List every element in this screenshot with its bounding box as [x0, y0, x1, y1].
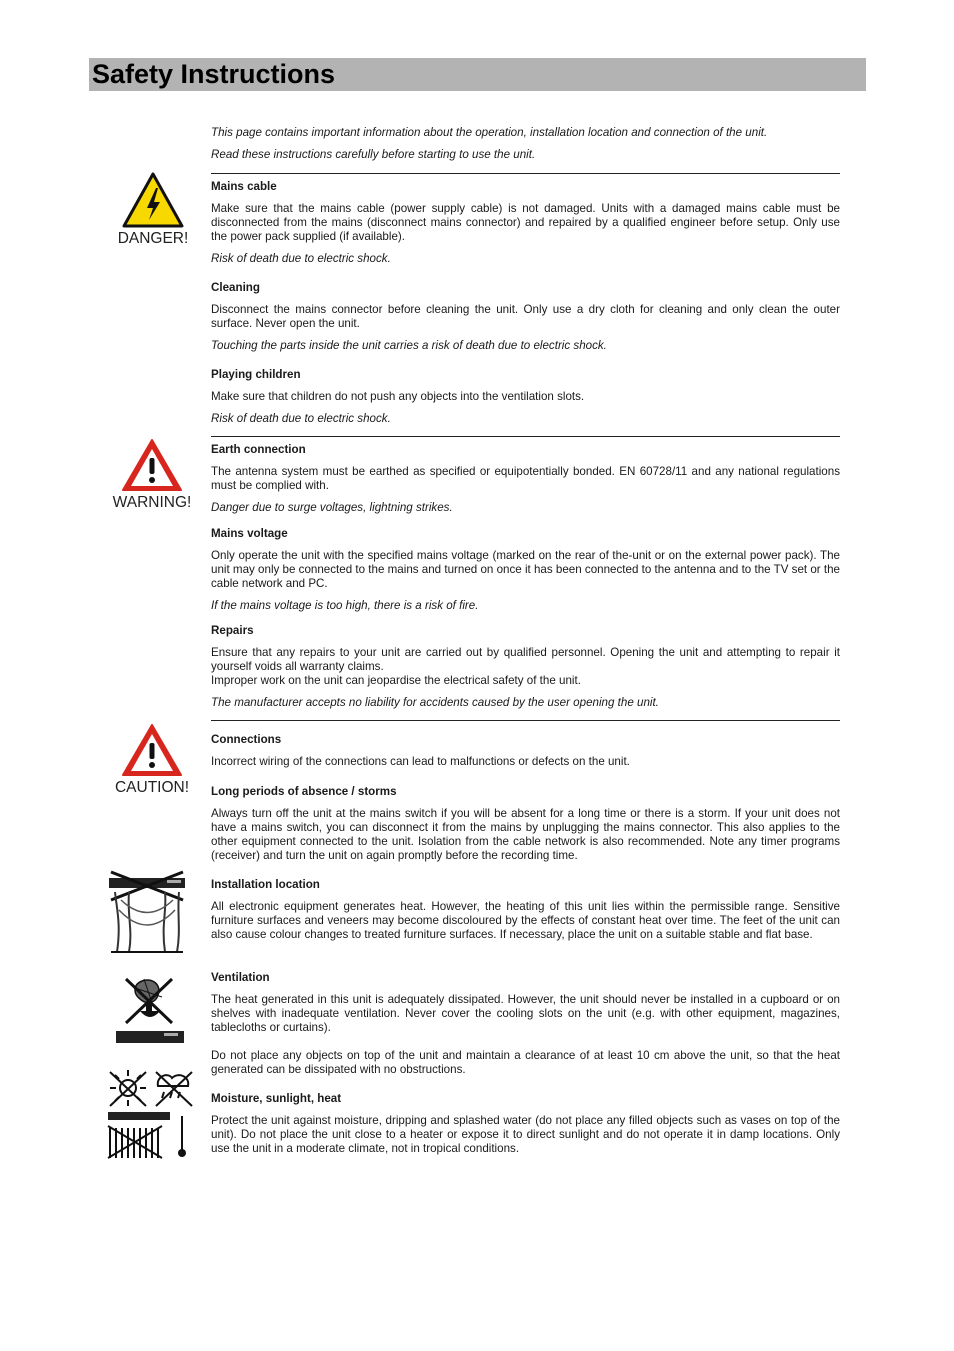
- section-playing-children: [211, 368, 840, 434]
- absence-heading: Long periods of absence / storms: [211, 785, 397, 798]
- mains-cable-note: Risk of death due to electric shock.: [211, 252, 391, 265]
- intro-line-1: This page contains important information about the operation, installation location and connection of the unit.: [211, 126, 768, 139]
- furniture-heat-pictogram: [107, 870, 187, 959]
- section-mains-cable: [211, 180, 840, 274]
- earth-connection-heading: Earth connection: [211, 443, 306, 456]
- ventilation-heading: Ventilation: [211, 971, 270, 984]
- intro: [211, 126, 840, 170]
- installation-heading: Installation location: [211, 878, 320, 891]
- repairs-text-2: Improper work on the unit can jeopardise the electrical safety of the unit.: [211, 674, 581, 687]
- intro-line-2: Read these instructions carefully before starting to use the unit.: [211, 148, 536, 161]
- section-cleaning: [211, 281, 840, 361]
- earth-connection-note: Danger due to surge voltages, lightning strikes.: [211, 501, 453, 514]
- section-ventilation: [211, 971, 840, 1085]
- section-installation: [211, 878, 840, 950]
- title-bar: [89, 58, 866, 91]
- repairs-note: The manufacturer accepts no liability for accidents caused by the user opening the unit.: [211, 696, 659, 709]
- ventilation-text-2: Do not place any objects on top of the unit and maintain a clearance of at least 10 cm above the unit, so that the heat generated can be dissipated with no obstructions.: [211, 1049, 840, 1076]
- sun-rain-heater-pictogram: [106, 1068, 196, 1165]
- warning-triangle-icon: [121, 438, 183, 492]
- section-repairs: [211, 624, 840, 718]
- mains-cable-heading: Mains cable: [211, 180, 277, 193]
- divider: [211, 720, 840, 721]
- repairs-heading: Repairs: [211, 624, 254, 637]
- moisture-text: Protect the unit against moisture, dripping and splashed water (do not place any filled objects such as vases on top of the unit). Do not place the unit close to a heater or expose it to direct sunlight and do not operate it in damp locations. Only use the unit in a moderate climate, not in tropical conditions.: [211, 1114, 840, 1155]
- moisture-heading: Moisture, sunlight, heat: [211, 1092, 342, 1105]
- playing-children-text: Make sure that children do not push any objects into the ventilation slots.: [211, 390, 585, 403]
- danger-sign: [110, 172, 196, 248]
- caution-label: CAUTION!: [114, 779, 190, 796]
- section-connections: [211, 733, 840, 777]
- sun-rain-heater-icon: [106, 1068, 196, 1160]
- installation-text: All electronic equipment generates heat. However, the heating of this unit lies within the permissible range. Sensitive furniture surfaces and veneers may become discoloured by the effects of constant heat over time. The feet of the unit can also cause colour changes to treated furniture surfaces. If necessary, place the unit on a suitable stable and flat base.: [211, 900, 840, 941]
- mains-voltage-note: If the mains voltage is too high, there is a risk of fire.: [211, 599, 479, 612]
- no-cover-icon: [112, 975, 188, 1051]
- ventilation-text: The heat generated in this unit is adequately dissipated. However, the unit should never be installed in a cupboard or on shelves with inadequate ventilation. Never cover the cooling slots on the unit (e.g. with other equipment, magazines, tablecloths or curtains).: [211, 993, 840, 1034]
- mains-cable-text: Make sure that the mains cable (power supply cable) is not damaged. Units with a damaged mains cable must be disconnected from the mains (disconnect mains connector) and repaired by a qualified engineer before setup. Only use the power pack supplied (if available).: [211, 202, 840, 243]
- warning-sign: [106, 438, 198, 512]
- no-cover-pictogram: [112, 975, 188, 1056]
- section-absence: [211, 785, 840, 871]
- cleaning-heading: Cleaning: [211, 281, 260, 294]
- caution-sign: [106, 723, 198, 797]
- page-title: Safety Instructions: [92, 59, 336, 89]
- playing-children-note: Risk of death due to electric shock.: [211, 412, 391, 425]
- divider: [211, 173, 840, 174]
- mains-voltage-heading: Mains voltage: [211, 527, 288, 540]
- danger-label: DANGER!: [117, 230, 189, 247]
- cleaning-text: Disconnect the mains connector before cleaning the unit. Only use a dry cloth for cleaning and only clean the outer surface. Never open the unit.: [211, 303, 840, 330]
- high-voltage-icon: [122, 172, 184, 228]
- playing-children-heading: Playing children: [211, 368, 301, 381]
- connections-heading: Connections: [211, 733, 282, 746]
- connections-text: Incorrect wiring of the connections can lead to malfunctions or defects on the unit.: [211, 755, 630, 768]
- furniture-heat-icon: [107, 870, 187, 954]
- repairs-text: Ensure that any repairs to your unit are carried out by qualified personnel. Opening the unit and attempting to repair it yourself voids all warranty claims.: [211, 646, 840, 673]
- mains-voltage-text: Only operate the unit with the specified mains voltage (marked on the rear of the-unit or on the external power pack). The unit may only be connected to the mains and turned on once it has been connected to the antenna and to the TV set or the cable network and PC.: [211, 549, 840, 590]
- caution-triangle-icon: [121, 723, 183, 777]
- cleaning-note: Touching the parts inside the unit carries a risk of death due to electric shock.: [211, 339, 607, 352]
- absence-text: Always turn off the unit at the mains switch if you will be absent for a long time or there is a storm. If your unit does not have a mains switch, you can disconnect it from the mains by unplugging the mains connector. This also applies to the other equipment connected to the unit. Isolation from the cable network is also recommended. Note any timer programs (receiver) and turn the unit on again promptly before the recording time.: [211, 807, 840, 862]
- earth-connection-text: The antenna system must be earthed as specified or equipotentially bonded. EN 60728/11 and any national regulations must be complied with.: [211, 465, 840, 492]
- divider: [211, 436, 840, 437]
- section-mains-voltage: [211, 527, 840, 621]
- section-moisture: [211, 1092, 840, 1164]
- warning-label: WARNING!: [112, 494, 192, 511]
- section-earth-connection: [211, 443, 840, 523]
